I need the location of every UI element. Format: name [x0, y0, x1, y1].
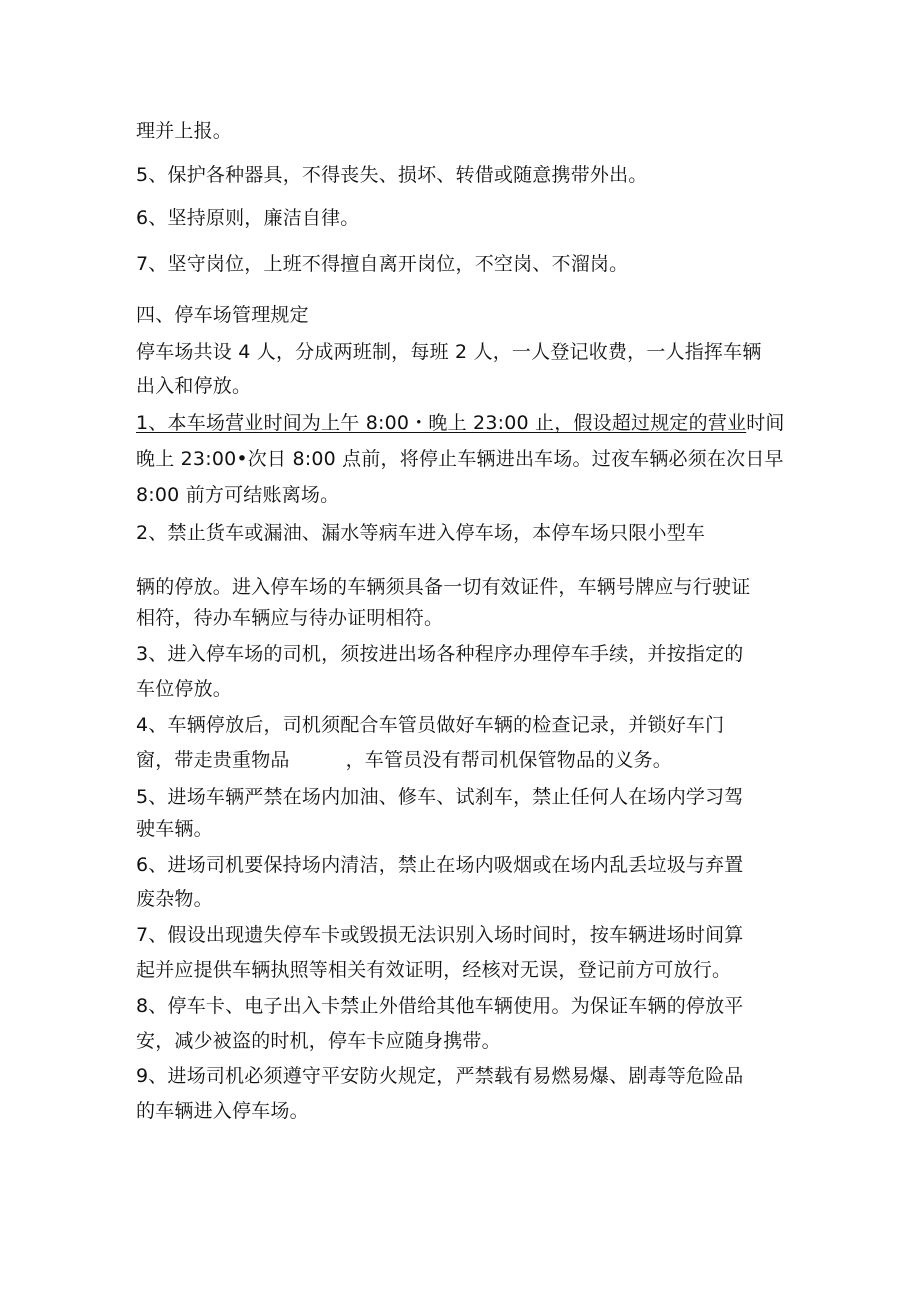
rule-5-line-1: 5、进场车辆严禁在场内加油、修车、试刹车，禁止任何人在场内学习驾 — [136, 786, 744, 808]
rule-7-line-2: 起并应提供车辆执照等相关有效证明，经核对无误，登记前方可放行。 — [136, 959, 732, 981]
rule-4-line-2-part-a: 窗，带走贵重物品 — [136, 749, 290, 771]
section-intro-line-2: 出入和停放。 — [136, 375, 252, 397]
rule-1-line-2: 晚上 23:00•次日 8:00 点前，将停止车辆进出车场。过夜车辆必须在次日早 — [136, 448, 784, 470]
rule-4-line-2 — [136, 748, 672, 772]
rule-1-line-1-rest: 时间 — [746, 412, 785, 434]
rule-1-line-1 — [136, 411, 785, 435]
rule-4-line-1: 4、车辆停放后，司机须配合车管员做好车辆的检查记录，并锁好车门 — [136, 714, 725, 736]
rule-6-line-2: 废杂物。 — [136, 888, 213, 910]
section-heading: 四、停车场管理规定 — [136, 304, 309, 326]
rule-1-line-3: 8:00 前方可结账离场。 — [136, 484, 340, 506]
rule-3-line-2: 车位停放。 — [136, 678, 233, 700]
rule-2-line-3: 相符，待办车辆应与待办证明相符。 — [136, 607, 444, 629]
rule-6-line-1: 6、进场司机要保持场内清洁，禁止在场内吸烟或在场内乱丢垃圾与弃置 — [136, 854, 744, 876]
rule-5-line-2: 驶车辆。 — [136, 818, 213, 840]
rule-8-line-1: 8、停车卡、电子出入卡禁止外借给其他车辆使用。为保证车辆的停放平 — [136, 995, 744, 1017]
rule-7-line-1: 7、假设出现遗失停车卡或毁损无法识别入场时间时，按车辆进场时间算 — [136, 924, 744, 946]
section-intro-line-1: 停车场共设 4 人，分成两班制，每班 2 人，一人登记收费，一人指挥车辆 — [136, 341, 762, 363]
prev-item-7: 7、坚守岗位，上班不得擅自离开岗位，不空岗、不溜岗。 — [136, 253, 629, 275]
rule-9-line-1: 9、进场司机必须遵守平安防火规定，严禁载有易燃易爆、剧毒等危险品 — [136, 1065, 744, 1087]
rule-8-line-2: 安，减少被盗的时机，停车卡应随身携带。 — [136, 1030, 501, 1052]
prev-item-6: 6、坚持原则，廉洁自律。 — [136, 207, 360, 229]
rule-2-line-1: 2、禁止货车或漏油、漏水等病车进入停车场，本停车场只限小型车 — [136, 522, 706, 544]
rule-3-line-1: 3、进入停车场的司机，须按进出场各种程序办理停车手续，并按指定的 — [136, 643, 744, 665]
rule-1-underlined-text: 1、本车场营业时间为上午 8:00・晚上 23:00 止，假设超过规定的营业 — [136, 412, 747, 434]
rule-4-line-2-part-b: ，车管员没有帮司机保管物品的义务。 — [345, 749, 673, 771]
prev-item-4-tail: 理并上报。 — [136, 120, 233, 142]
rule-2-line-2: 辆的停放。进入停车场的车辆须具备一切有效证件，车辆号牌应与行驶证 — [136, 576, 751, 598]
prev-item-5: 5、保护各种器具，不得丧失、损坏、转借或随意携带外出。 — [136, 164, 648, 186]
rule-9-line-2: 的车辆进入停车场。 — [136, 1100, 309, 1122]
